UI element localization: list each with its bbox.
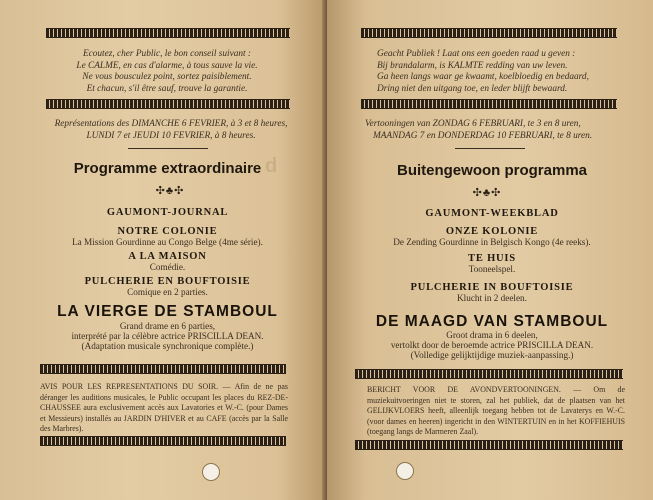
left-feature-line: interprété par la célèbre actrice PRISCILLA DEAN. bbox=[71, 331, 264, 341]
left-feature-line: (Adaptation musicale synchronique complète.) bbox=[81, 341, 254, 351]
left-staple-hole bbox=[202, 463, 220, 481]
right-item-pulcherie bbox=[352, 282, 632, 303]
right-safety-notice bbox=[377, 49, 639, 95]
left-item-colony bbox=[30, 226, 305, 247]
left-item-subtitle: Comique en 2 parties. bbox=[127, 287, 208, 297]
left-item-pulcherie bbox=[30, 276, 305, 297]
right-feature-line: vertolkt door de beroemde actrice PRISCILLA DEAN. bbox=[390, 340, 594, 350]
left-notice-line: Ne vous bousculez point, sortez paisiblement. bbox=[82, 72, 252, 83]
left-item-title: A LA MAISON bbox=[128, 251, 207, 262]
left-item-title: NOTRE COLONIE bbox=[117, 226, 218, 237]
right-feature-title: DE MAAGD VAN STAMBOUL bbox=[375, 313, 609, 330]
left-item-subtitle: Comédie. bbox=[149, 262, 186, 272]
right-item-newsreel bbox=[352, 208, 632, 219]
right-feature-details bbox=[352, 330, 632, 360]
right-footer-bottom-band bbox=[355, 440, 623, 450]
left-schedule-line: LUNDI 7 et JEUDI 10 FEVRIER, à 8 heures. bbox=[86, 130, 256, 141]
left-item-subtitle: La Mission Gourdinne au Congo Belge (4me série). bbox=[72, 237, 263, 247]
left-item-newsreel bbox=[30, 207, 305, 218]
left-feature-title: LA VIERGE DE STAMBOUL bbox=[57, 303, 278, 320]
right-item-title: PULCHERIE IN BOUFTOISIE bbox=[410, 282, 574, 293]
right-ornament-icon: ✣♣✣ bbox=[472, 187, 502, 199]
right-notice-line: Geacht Publiek ! Laat ons een goeden raad u geven : bbox=[377, 49, 576, 59]
right-item-home bbox=[352, 253, 632, 274]
left-schedule bbox=[40, 119, 302, 142]
left-footer-bottom-band bbox=[40, 436, 286, 446]
left-programme-title: Programme extraordinaire bbox=[73, 160, 262, 177]
right-feature-line: (Volledige gelijktijdige muziek-aanpassing.) bbox=[410, 350, 574, 360]
right-item-colony bbox=[352, 226, 632, 247]
left-schedule-rule bbox=[128, 148, 208, 149]
right-schedule-rule bbox=[455, 148, 525, 149]
right-item-subtitle: Klucht in 2 deelen. bbox=[457, 293, 527, 303]
right-item-title: ONZE KOLONIE bbox=[445, 226, 539, 237]
right-schedule bbox=[365, 119, 635, 142]
left-bleed-through: d bbox=[265, 155, 278, 177]
right-notice-line: Bij brandalarm, is KALMTE redding van uw leven. bbox=[377, 60, 568, 71]
right-top-band bbox=[361, 28, 617, 38]
right-staple-hole bbox=[396, 462, 414, 480]
left-footer-notice: AVIS POUR LES REPRESENTATIONS DU SOIR. — Afin de ne pas déranger les auditions musicales, le Public occupant les places du REZ-DE-CHAUSSEE aura exclusivement accès aux Lavatories et W.-C. (pour Dames et Messieurs) installés au JARDIN D'HIVER et au CAFE (accès par la Salle des Marbres). bbox=[40, 382, 288, 433]
left-item-title: PULCHERIE EN BOUFTOISIE bbox=[84, 276, 251, 287]
right-feature-line: Groot drama in 6 deelen, bbox=[446, 330, 538, 340]
right-item-subtitle: Tooneelspel. bbox=[468, 264, 516, 274]
right-footer-top-band bbox=[355, 369, 623, 379]
right-footer-notice: BERICHT VOOR DE AVONDVERTOONINGEN. — Om de muziekuitvoeringen niet te storen, zal het publiek, dat de plaatsen van het GELIJKVLOERS heeft, alleenlijk toegang hebben tot de Lavaterys en W.-C. (voor dames en heeren) ingericht in den WINTERTUIN en in het KOFFIEHUIS (toegang langs de Marmeren Zaal). bbox=[367, 385, 625, 436]
left-page bbox=[0, 0, 326, 500]
left-schedule-line: Représentations des DIMANCHE 6 FEVRIER, à 3 et 8 heures, bbox=[54, 119, 288, 129]
right-item-title: TE HUIS bbox=[468, 253, 516, 264]
left-item-home bbox=[30, 251, 305, 272]
left-footer-top-band bbox=[40, 364, 286, 374]
left-ornament-icon: ✣♣✣ bbox=[155, 185, 185, 197]
right-item-subtitle: De Zending Gourdinne in Belgisch Kongo (4e reeks). bbox=[393, 237, 591, 247]
right-notice-bottom-band bbox=[361, 99, 617, 109]
right-schedule-line: MAANDAG 7 en DONDERDAG 10 FEBRUARI, te 8 uren. bbox=[373, 130, 593, 141]
right-notice-line: Ga heen langs waar ge kwaamt, koelbloedig en bedaard, bbox=[377, 72, 589, 83]
left-notice-line: Et chacun, s'il être sauf, trouve la garantie. bbox=[86, 83, 248, 94]
left-notice-line: Le CALME, en cas d'alarme, à tous sauve la vie. bbox=[76, 60, 258, 71]
left-feature-details bbox=[30, 321, 305, 351]
left-safety-notice bbox=[40, 49, 294, 95]
right-item-title: GAUMONT-WEEKBLAD bbox=[425, 208, 559, 219]
left-feature-line: Grand drame en 6 parties, bbox=[119, 321, 216, 331]
left-notice-bottom-band bbox=[46, 99, 290, 109]
left-item-title: GAUMONT-JOURNAL bbox=[106, 207, 229, 218]
right-schedule-line: Vertooningen van ZONDAG 6 FEBRUARI, te 3 en 8 uren, bbox=[365, 119, 581, 129]
right-notice-line: Dring niet den uitgang toe, en leder blijft bewaard. bbox=[377, 83, 568, 94]
left-top-band bbox=[46, 28, 290, 38]
left-notice-line: Ecoutez, cher Public, le bon conseil suivant : bbox=[82, 49, 252, 59]
right-programme-title: Buitengewoon programma bbox=[396, 162, 587, 179]
right-page bbox=[327, 0, 653, 500]
